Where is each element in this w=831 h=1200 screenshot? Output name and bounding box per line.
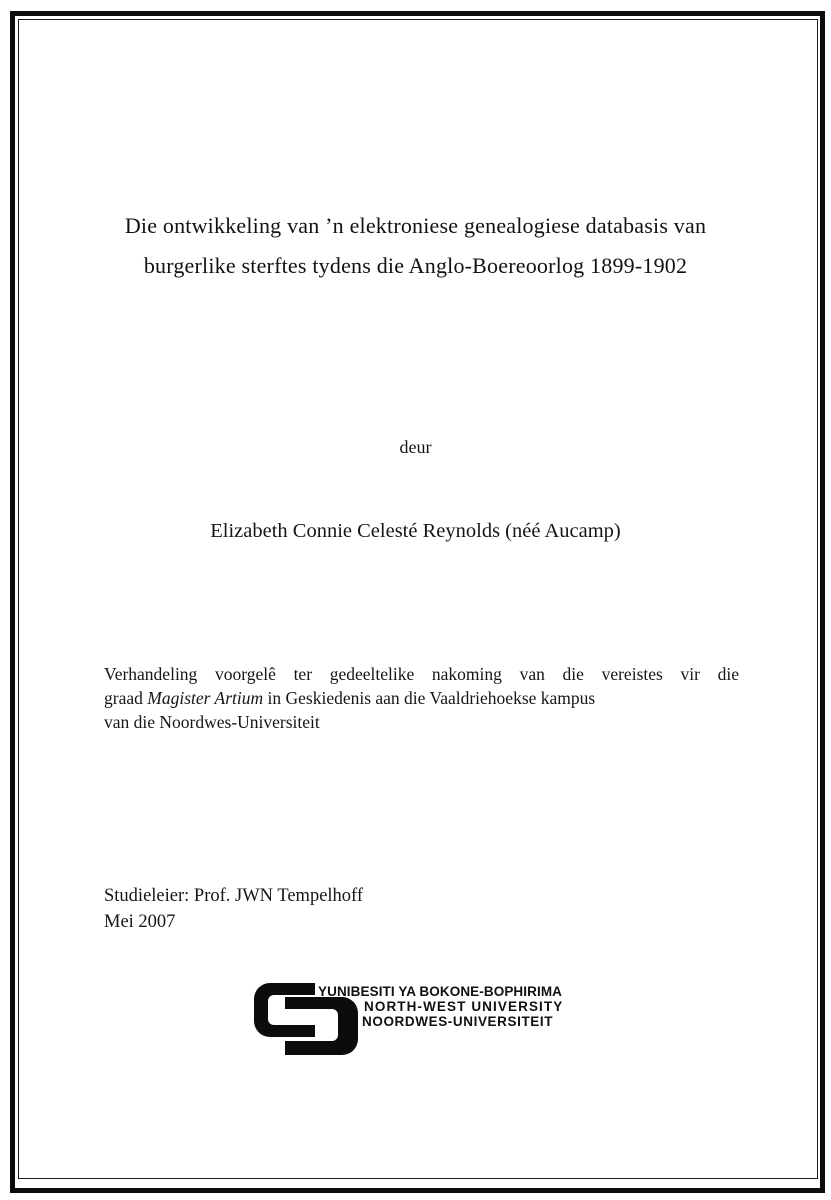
logo-text-afrikaans: NOORDWES-UNIVERSITEIT [362, 1014, 554, 1029]
submission-line2-suffix: in Geskiedenis aan die Vaaldriehoekse kampus [263, 688, 596, 708]
submission-line2-prefix: graad [104, 688, 148, 708]
supervisor-line: Studieleier: Prof. JWN Tempelhoff [104, 886, 364, 906]
logo-text-english: NORTH-WEST UNIVERSITY [364, 999, 564, 1014]
supervisor-block [104, 884, 363, 935]
submission-line1: Verhandeling voorgelê ter gedeeltelike nakoming van die vereistes vir die [104, 664, 739, 684]
thesis-title-line1: Die ontwikkeling van ’n elektroniese genealogiese databasis van [124, 213, 707, 238]
author-name: Elizabeth Connie Celesté Reynolds (néé Aucamp) [210, 520, 621, 542]
submission-statement [104, 662, 739, 734]
thesis-title [40, 206, 791, 286]
submission-line2 [104, 686, 739, 710]
byline-label: deur [399, 437, 432, 457]
submission-line3: van die Noordwes-Universiteit [104, 712, 320, 732]
logo-text-setswana: YUNIBESITI YA BOKONE-BOPHIRIMA [318, 984, 563, 999]
university-logo [254, 980, 584, 1060]
date-line: Mei 2007 [104, 911, 176, 932]
thesis-title-line2: burgerlike sterftes tydens die Anglo-Boereoorlog 1899-1902 [143, 253, 688, 278]
degree-name: Magister Artium [147, 688, 264, 708]
